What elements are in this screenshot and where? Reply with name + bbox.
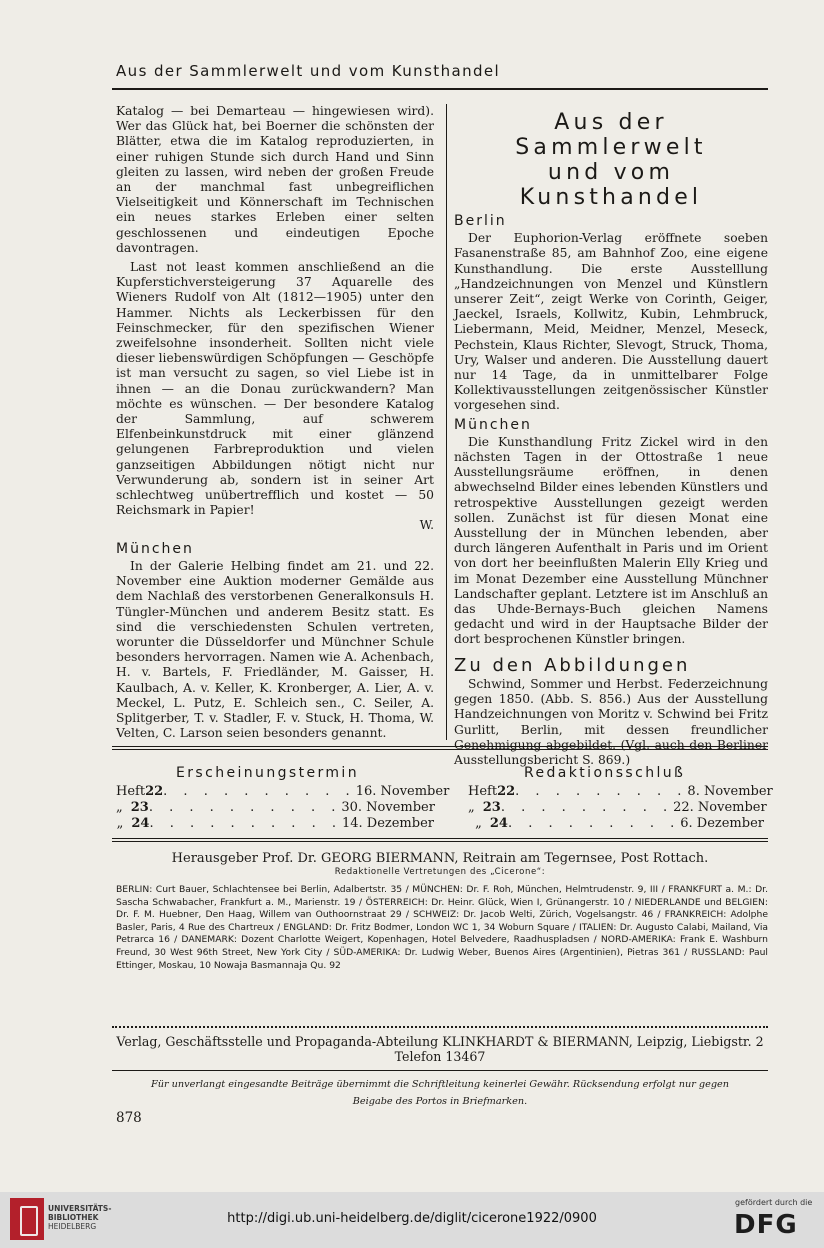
issue-date: 16. November (355, 784, 450, 799)
issue-date: 30. November (341, 800, 435, 815)
verlag-line-1: Verlag, Geschäftsstelle und Propaganda-Abteilung KLINKHARDT & BIERMANN, Leipzig, Liebigstr. 2 (116, 1034, 764, 1049)
leader-dots: . . . . . . . . . . (163, 784, 356, 799)
left-paragraph-2: Last not least kommen anschließend an die Kupferstichversteigerung 37 Aquarelle des Wieners Rudolf von Alt (1812—1905) unter den Hammer. Nichts als Leckerbissen für den Feinschmecker, für den spezifischen Wiener zweifelsohne insonderheit. Sollten nicht viele dieser liebenswürdigen Schöpfungen — Geschöpfe ist man versucht zu sagen, so viel Liebe ist in ihnen — an die Donau zurückwandern? Man möchte es wünschen. — Der besondere Katalog der Sammlung, auf schwerem Elfenbeinkunstdruck mit einer glänzend gelungenen Farbreproduktion und vielen ganzseitigen Abbildungen nötigt nicht nur Verwunderung ab, sondern ist in seiner Art schlechtweg unübertrefflich und kostet — 50 Reichsmark in Papier! (116, 260, 434, 518)
library-name-line-1: UNIVERSITÄTS- (48, 1204, 112, 1213)
schedule-right-heading: Redaktionsschluß (524, 765, 686, 781)
dfg-logo[interactable]: DFG (734, 1210, 798, 1240)
right-paragraph-2: Die Kunsthandlung Fritz Zickel wird in den nächsten Tagen in der Ottostraße 1 neue Ausstellungsräume eröffnen, in denen abwechselnd Bilder eines lebenden Künstlers und retrospektive Ausstellungen gezeigt werden sollen. Zunächst ist für diesen Monat eine Ausstellung der in München lebenden, aber durch längeren Aufenthalt in Paris und im Orient von dort her beeinflußten Malerin Elly Krieg und im Monat Dezember eine Ausstellung Münchner Landschafter geplant. Letztere ist im Anschluß an das Uhde-Bernays-Buch gleichen Namens gedacht und wird in der Hauptsache Bilder der dort besprochenen Künstler bringen. (454, 434, 768, 647)
abbildungen-heading: Zu den Abbildungen (454, 654, 691, 676)
ditto-mark: „ (475, 816, 482, 831)
right-column (454, 110, 768, 768)
library-name-line-3: HEIDELBERG (48, 1222, 97, 1231)
left-paragraph-3: In der Galerie Helbing findet am 21. und 22. November eine Auktion moderner Gemälde aus dem Nachlaß des verstorbenen Generalkonsuls H. Tüngler-München und anderem Besitz statt. Es sind die verschiedensten Schulen vertreten, worunter die Düsseldorfer und Münchner Schule besonders hervorragen. Namen wie A. Achenbach, H. v. Bartels, F. Friedländer, M. Gaisser, H. Kaulbach, A. v. Keller, K. Kronberger, A. Lier, A. v. Meckel, L. Putz, E. Schleich sen., C. Seiler, A. Splitgerber, T. v. Stadler, F. v. Stuck, H. Thoma, W. Velten, C. Larson seien besonders genannt. (116, 558, 434, 741)
schedule-row (468, 816, 764, 832)
representatives-heading-text: Redaktionelle Vertretungen des „Cicerone“: (329, 867, 552, 877)
ditto-mark: „ (116, 800, 123, 815)
schedule-row (116, 800, 434, 816)
note-line-2: Beigabe des Portos in Briefmarken. (352, 1096, 528, 1107)
leader-dots: . . . . . . . . . . (148, 800, 342, 815)
section-title-line-1: Aus der Sammlerwelt (515, 110, 707, 160)
leader-dots: . . . . . . . . . (507, 816, 681, 831)
editorial-note (112, 1076, 768, 1110)
schedule-row (468, 800, 767, 816)
running-header: Aus der Sammlerwelt und vom Kunsthandel (116, 62, 501, 80)
representatives-heading (112, 867, 768, 877)
section-title-line-2: und vom Kunsthandel (519, 160, 703, 210)
muenchen-heading-left: München (116, 540, 194, 557)
issue-number: 24 (131, 816, 150, 831)
schedule-row (116, 816, 434, 832)
publisher-address (112, 1034, 768, 1064)
schedule-rule-bottom (112, 838, 768, 842)
page-number: 878 (116, 1110, 142, 1126)
muenchen-heading-right: München (454, 416, 532, 433)
issue-date: 22. November (673, 800, 767, 815)
schedule-right-table (468, 784, 773, 832)
permalink-url[interactable]: http://digi.ub.uni-heidelberg.de/diglit/cicerone1922/0900 (227, 1211, 597, 1226)
column-divider (446, 104, 447, 740)
issue-date: 6. Dezember (680, 816, 764, 831)
issue-number: 23 (482, 800, 501, 815)
left-column (116, 104, 434, 741)
left-paragraph-1: Katalog — bei Demarteau — hingewiesen wird). Wer das Glück hat, bei Boerner die schönsten der Blätter, etwa die im Katalog reproduzierten, in einer ruhigen Stunde sich durch Hand und Sinn gleiten zu lassen, wird neben der großen Freude an der manchmal fast unbegreiflichen Vielseitigkeit und Könnerschaft im Technischen ein neues starkes Erleben einer selten geschlossenen und eindeutigen Epoche davontragen. (116, 104, 434, 255)
verlag-line-2: Telefon 13467 (394, 1049, 486, 1064)
header-rule (112, 88, 768, 90)
leader-dots: . . . . . . . . . (515, 784, 688, 799)
reps-dotted-rule-bottom (112, 1026, 768, 1028)
right-paragraph-1: Der Euphorion-Verlag eröffnete soeben Fasanenstraße 85, am Bahnhof Zoo, eine eigene Kunsthandlung. Die erste Ausstelllung „Handzeichnungen von Menzel und Künstlern unserer Zeit“, zeigt Werke von Corinth, Geiger, Jaeckel, Israels, Kollwitz, Kubin, Lehmbruck, Liebermann, Meid, Meidner, Menzel, Meseck, Pechstein, Klaus Richter, Slevogt, Struck, Thoma, Ury, Walser und anderen. Die Ausstellung dauert nur 14 Tage, da in unmittelbarer Folge Kollektivausstellungen zeitgenössischer Künstler vorgesehen sind. (454, 231, 768, 413)
issue-number: 22 (145, 784, 164, 799)
issue-date: 8. November (687, 784, 773, 799)
leader-dots: . . . . . . . . . . (149, 816, 342, 831)
schedule-left-table (116, 784, 450, 832)
issue-number: 24 (489, 816, 508, 831)
ditto-mark: „ (468, 800, 475, 815)
schedule-row (468, 784, 773, 800)
berlin-heading: Berlin (454, 213, 507, 229)
issue-label: Heft (116, 784, 146, 799)
leader-dots: . . . . . . . . . (500, 800, 674, 815)
ditto-mark: „ (116, 816, 124, 831)
funding-label: gefördert durch die (735, 1198, 813, 1207)
schedule-row (116, 784, 450, 800)
issue-label: Heft (468, 784, 498, 799)
note-line-1: Für unverlangt eingesandte Beiträge übernimmt die Schriftleitung keinerlei Gewähr. Rücksendung erfolgt nur gegen (150, 1079, 730, 1090)
representatives-list: BERLIN: Curt Bauer, Schlachtensee bei Berlin, Adalbertstr. 35 / MÜNCHEN: Dr. F. Roh, München, Helmtrudenstr. 9, III / FRANKFURT a. M.: Dr. Sascha Schwabacher, Frankfurt a. M., Marienstr. 19 / ÖSTERREICH: Dr. Heinr. Glück, Wien I, Grünangerstr. 10 / NIEDERLANDE und BELGIEN: Dr. F. M. Huebner, Den Haag, Willem van Outhoornstraat 29 / SCHWEIZ: Dr. Jacob Welti, Zürich, Vogelsangstr. 46 / FRANKREICH: Adolphe Basler, Paris, 4 Rue des Chartreux / ENGLAND: Dr. Fritz Bodmer, London WC 1, 34 Woburn Square / ITALIEN: Dr. Augusto Calabi, Mailand, Via Petrarca 16 / DANEMARK: Dozent Charlotte Weigert, Kopenhagen, Hotel Belvedere, Raadhuspladsen / NORD-AMERIKA: Frank E. Washburn Freund, 30 West 96th Street, New York City / SÜD-AMERIKA: Dr. Ludwig Weber, Buenos Aires (Argentinien), Pietras 361 / RUSSLAND: Paul Ettinger, Moskau, 10 Nowaja Basmannaja Qu. 92 (116, 884, 768, 971)
author-signature: W. (419, 518, 434, 533)
library-name-line-2: BIBLIOTHEK (48, 1213, 99, 1222)
issue-date: 14. Dezember (341, 816, 434, 831)
right-paragraph-3: Schwind, Sommer und Herbst. Federzeichnung gegen 1850. (Abb. S. 856.) Aus der Ausstellung Handzeichnungen von Moritz v. Schwind bei Fritz Gurlitt, Berlin, mit dessen freundlicher Genehmigung abgebildet. (Vgl. auch den Berliner Ausstellungsbericht S. 869.) (454, 676, 768, 767)
schedule-rule-top (112, 746, 768, 750)
issue-number: 23 (130, 800, 149, 815)
issue-number: 22 (497, 784, 516, 799)
footer-rule (112, 1070, 768, 1071)
publisher-line: Herausgeber Prof. Dr. GEORG BIERMANN, Reitrain am Tegernsee, Post Rottach. (171, 851, 709, 866)
schedule-left-heading: Erscheinungstermin (176, 765, 359, 781)
